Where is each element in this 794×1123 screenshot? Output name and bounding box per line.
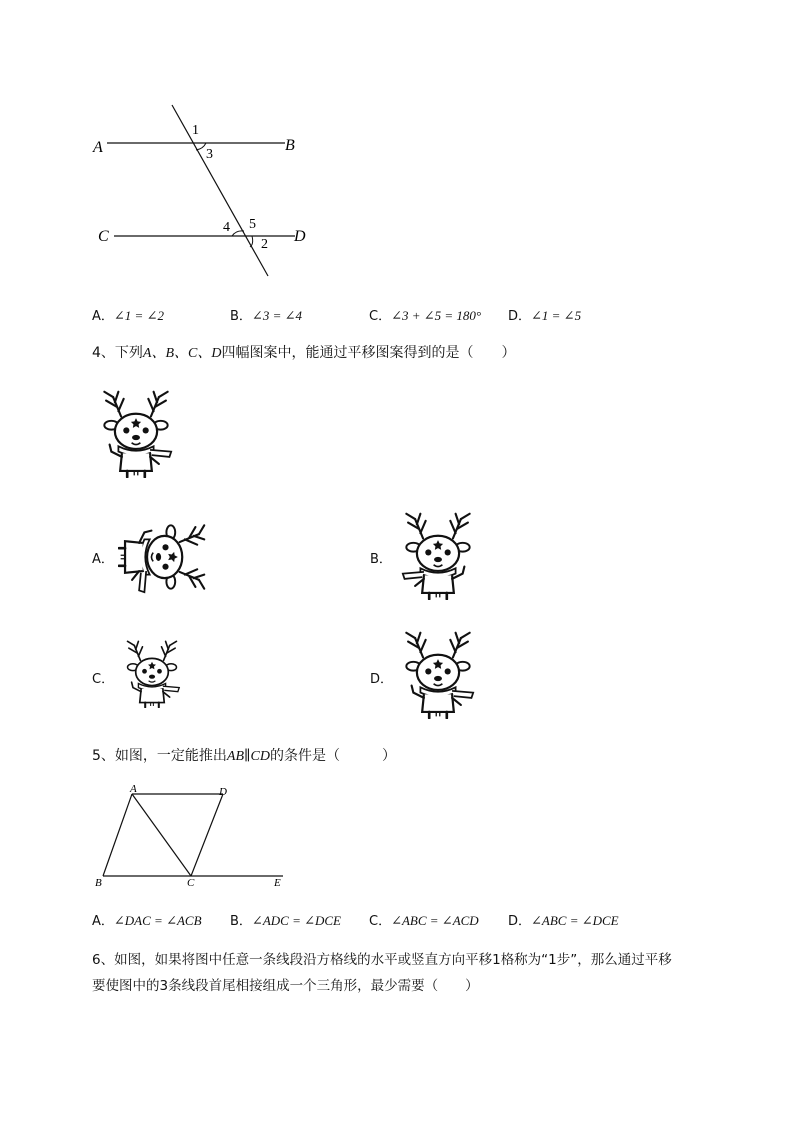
label-c: C (98, 228, 109, 245)
segment-ab (103, 794, 132, 876)
angle-arc-4 (232, 231, 244, 236)
angle-label-4: 4 (223, 220, 230, 235)
deer-scaled-icon[interactable] (118, 640, 186, 708)
q5-option-a[interactable]: A．∠DAC = ∠ACB (92, 913, 202, 929)
q4-option-c-label[interactable]: C． (92, 672, 115, 687)
label-e: E (274, 877, 281, 889)
parallelogram-figure (0, 780, 794, 895)
q4-question: 4、下列A、B、C、D四幅图案中，能通过平移图案得到的是（ ） (92, 345, 516, 361)
deer-rotated-icon[interactable] (118, 513, 206, 601)
transversal-line (172, 105, 268, 276)
angle-label-2: 2 (261, 237, 268, 252)
q5-option-d[interactable]: D．∠ABC = ∠DCE (508, 913, 619, 929)
angle-label-1: 1 (192, 123, 199, 138)
deer-translated-icon[interactable] (394, 631, 482, 719)
q3-option-d[interactable]: D．∠1 = ∠5 (508, 308, 582, 324)
angle-label-5: 5 (249, 217, 256, 232)
segment-ac (132, 794, 191, 876)
q5-option-c[interactable]: C．∠ABC = ∠ACD (369, 913, 479, 929)
segment-dc (191, 794, 223, 876)
label-d: D (294, 228, 306, 245)
label-a: A (130, 783, 137, 795)
deer-mirrored-icon[interactable] (394, 512, 482, 600)
q6-question-line2: 要使图中的3条线段首尾相接组成一个三角形，最少需要（ ） (92, 978, 479, 994)
label-d: D (219, 786, 227, 798)
q4-option-d-label[interactable]: D． (370, 672, 394, 687)
parallel-lines-figure (0, 0, 794, 300)
q5-option-b[interactable]: B．∠ADC = ∠DCE (230, 913, 341, 929)
label-c: C (187, 877, 195, 889)
q3-option-b[interactable]: B．∠3 = ∠4 (230, 308, 302, 324)
label-b: B (95, 877, 102, 889)
deer-original-icon (92, 390, 180, 478)
label-b: B (285, 137, 295, 154)
q3-option-a[interactable]: A．∠1 = ∠2 (92, 308, 164, 324)
q6-question-line1: 6、如图，如果将图中任意一条线段沿方格线的水平或竖直方向平移1格称为“1步”，那么通过平移 (92, 952, 672, 968)
angle-label-3: 3 (206, 147, 213, 162)
q4-option-a-label[interactable]: A． (92, 552, 114, 567)
q5-question: 5、如图，一定能推出AB∥CD的条件是（ ） (92, 748, 396, 764)
label-a: A (93, 139, 103, 156)
q3-option-c[interactable]: C．∠3 + ∠5 = 180° (369, 308, 482, 324)
q4-option-b-label[interactable]: B． (370, 552, 392, 567)
angle-arc-3 (196, 143, 206, 150)
